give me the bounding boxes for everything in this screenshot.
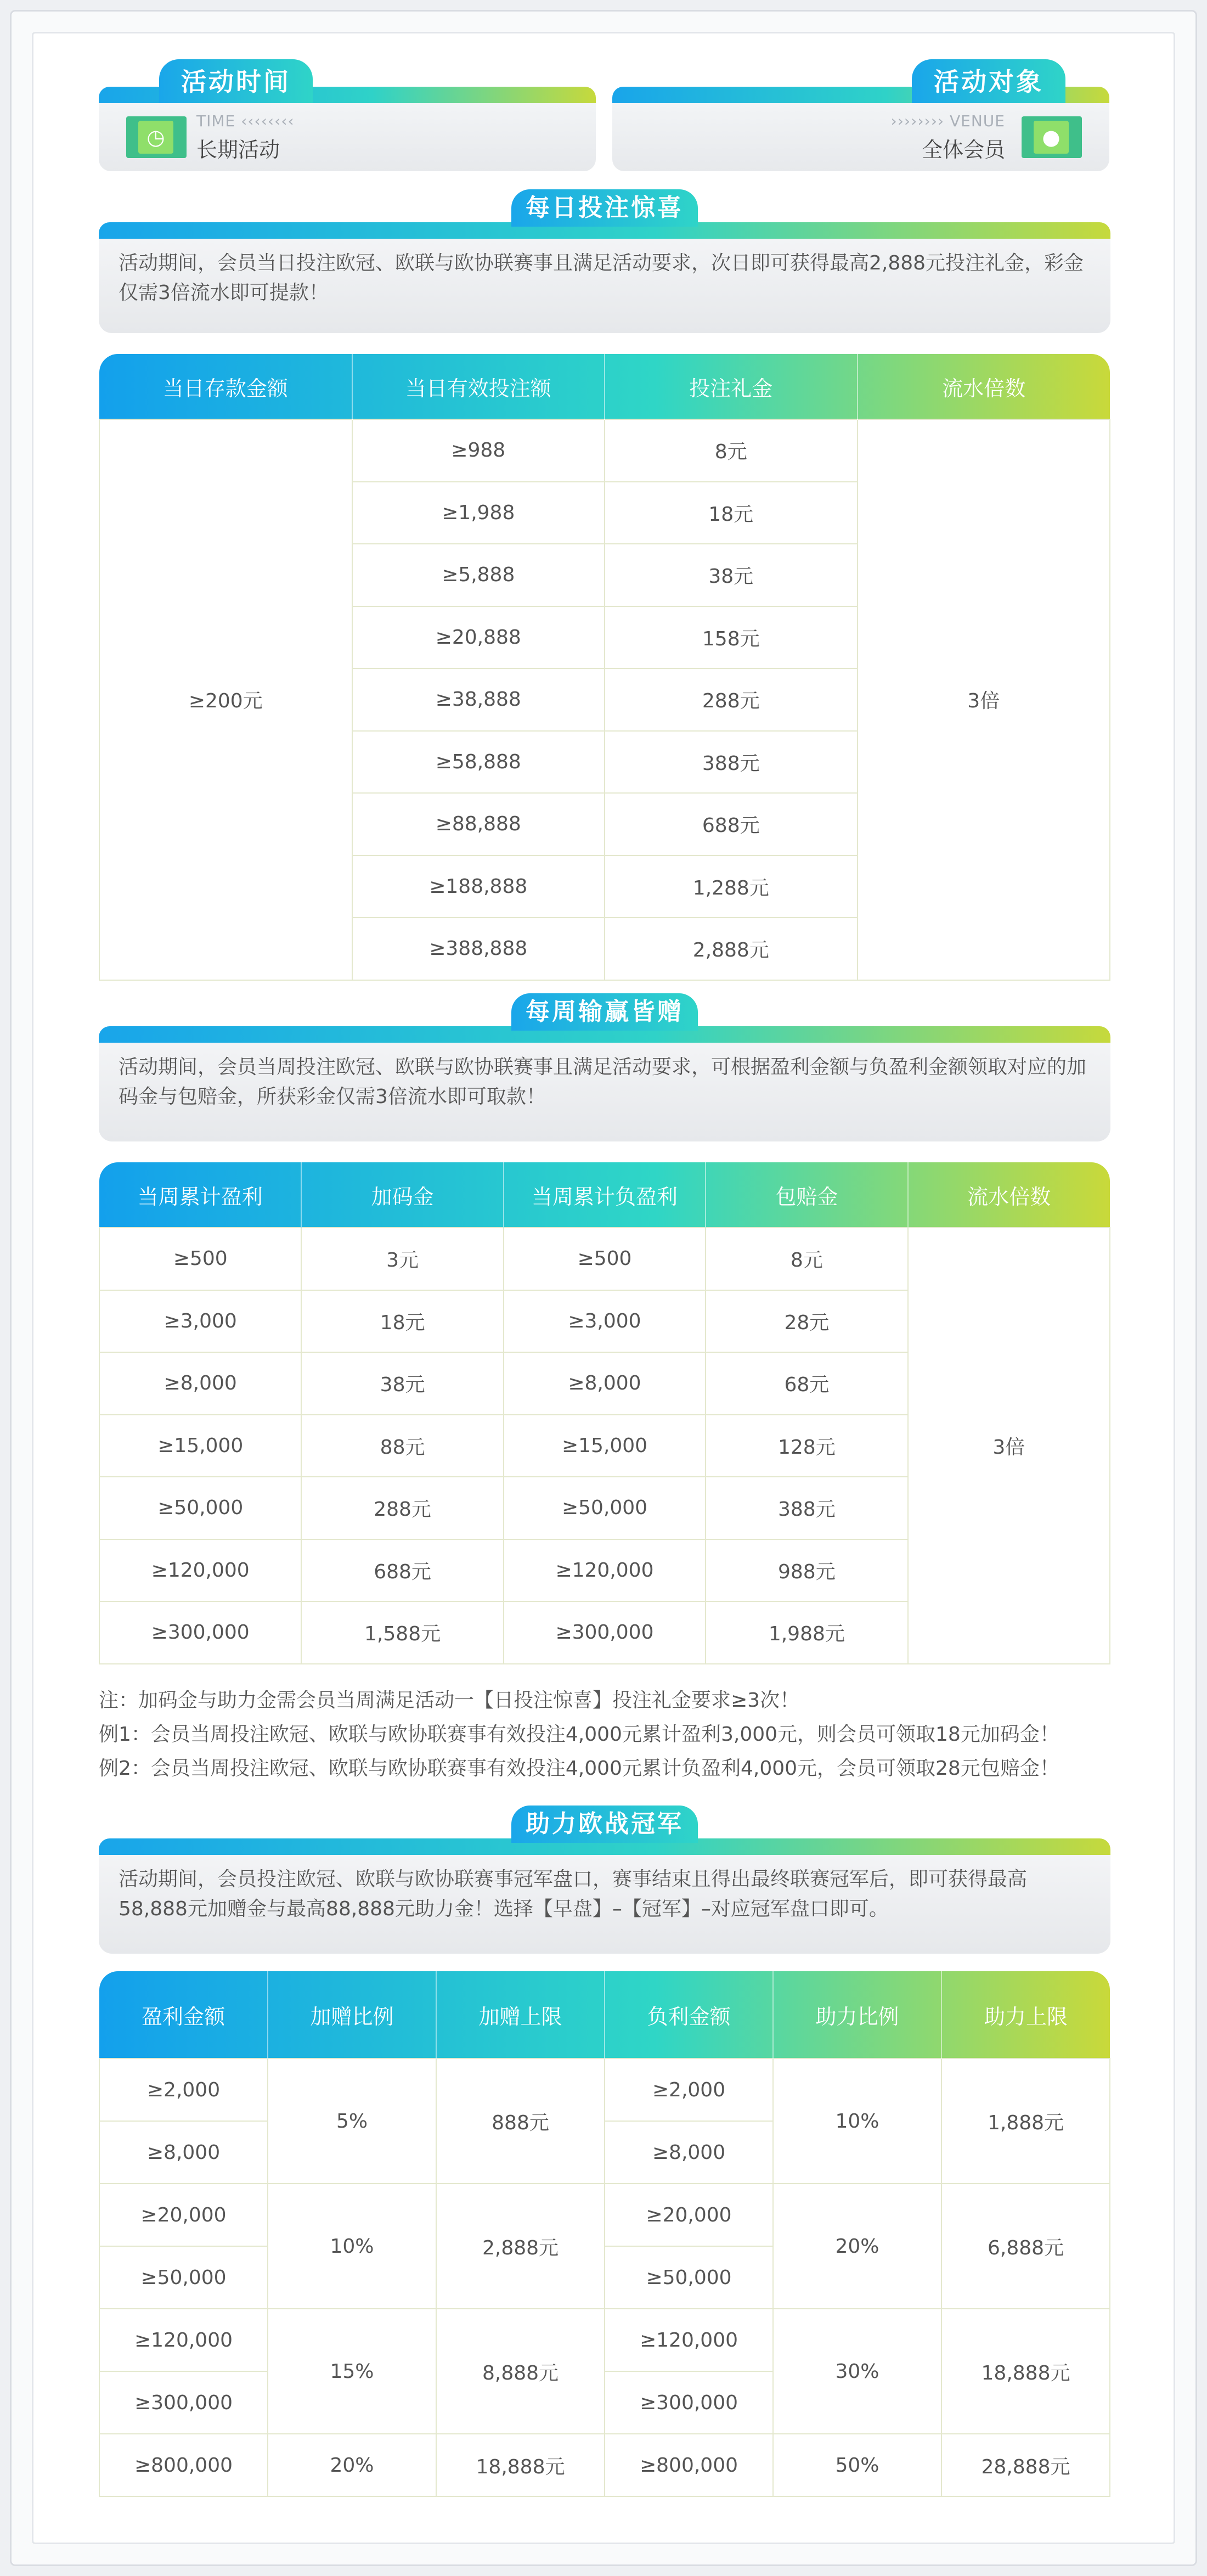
weekly-bonus-cell: 88元 <box>301 1415 503 1477</box>
table-row <box>99 2058 1110 2121</box>
daily-bet-cell: ≥88,888 <box>352 793 605 856</box>
table-row <box>99 2434 1110 2496</box>
weekly-example-2: 例2：会员当周投注欧冠、欧联与欧协联赛事有效投注4,000元累计负盈利4,000元，会员可领取28元包赔金！ <box>99 1757 1059 1780</box>
champ-loss-cell: ≥800,000 <box>605 2434 773 2496</box>
weekly-bonus-cell: 18元 <box>301 1290 503 1353</box>
champ-bonus-ratio-cell: 15% <box>268 2309 436 2434</box>
champ-help-ratio-cell: 30% <box>773 2309 941 2434</box>
table-row <box>99 419 1110 482</box>
champ-win-cell: ≥120,000 <box>99 2309 268 2371</box>
champ-help-ratio-cell: 50% <box>773 2434 941 2496</box>
daily-bet-cell: ≥388,888 <box>352 918 605 980</box>
champ-help-cap-cell: 18,888元 <box>941 2309 1110 2434</box>
weekly-bonus-cell: 3元 <box>301 1228 503 1290</box>
champ-loss-cell: ≥300,000 <box>605 2371 773 2434</box>
weekly-example-1: 例1：会员当周投注欧冠、欧联与欧协联赛事有效投注4,000元累计盈利3,000元，则会员可领取18元加码金！ <box>99 1723 1059 1746</box>
weekly-bonus-cell: 688元 <box>301 1539 503 1602</box>
champ-col-win: 盈利金额 <box>99 1971 268 2058</box>
weekly-compensation-cell: 8元 <box>706 1228 907 1290</box>
champ-bonus-ratio-cell: 10% <box>268 2184 436 2309</box>
weekly-compensation-cell: 28元 <box>706 1290 907 1353</box>
champ-help-cap-cell: 6,888元 <box>941 2184 1110 2309</box>
weekly-compensation-cell: 68元 <box>706 1352 907 1415</box>
weekly-loss-cell: ≥3,000 <box>504 1290 706 1353</box>
champ-bonus-ratio-cell: 20% <box>268 2434 436 2496</box>
champ-loss-cell: ≥20,000 <box>605 2184 773 2246</box>
daily-section-header <box>99 189 1110 239</box>
daily-gift-cell: 2,888元 <box>605 918 858 980</box>
activity-time-title: 活动时间 <box>159 59 313 104</box>
daily-title: 每日投注惊喜 <box>511 189 698 227</box>
daily-col-bet: 当日有效投注额 <box>352 354 605 419</box>
venue-value: 全体会员 <box>921 138 1005 162</box>
clock-icon: ◷ <box>126 116 187 158</box>
weekly-description: 活动期间，会员当周投注欧冠、欧联与欧协联赛事且满足活动要求，可根据盈利金额与负盈利金额领取对应的加码金与包赔金，所获彩金仅需3倍流水即可取款！ <box>99 1043 1110 1141</box>
daily-gift-cell: 8元 <box>605 419 858 482</box>
time-sub-label: TIME ‹‹‹‹‹‹‹‹ <box>196 112 295 130</box>
daily-multiplier-cell: 3倍 <box>858 419 1110 980</box>
champ-col-bonus-ratio: 加赠比例 <box>268 1971 436 2058</box>
weekly-col-multiplier: 流水倍数 <box>967 1184 1051 1209</box>
user-icon: ● <box>1022 116 1082 158</box>
weekly-table <box>99 1162 1110 1664</box>
daily-gift-cell: 18元 <box>605 482 858 544</box>
daily-col-multiplier: 流水倍数 <box>942 376 1026 401</box>
weekly-profit-cell: ≥15,000 <box>99 1415 301 1477</box>
weekly-profit-cell: ≥50,000 <box>99 1477 301 1539</box>
table-row <box>99 1228 1110 1290</box>
table-row <box>99 2184 1110 2246</box>
champ-win-cell: ≥20,000 <box>99 2184 268 2246</box>
champ-bonus-cap-cell: 8,888元 <box>436 2309 605 2434</box>
daily-bet-cell: ≥5,888 <box>352 544 605 606</box>
weekly-profit-cell: ≥500 <box>99 1228 301 1290</box>
champ-loss-cell: ≥50,000 <box>605 2246 773 2309</box>
weekly-loss-cell: ≥500 <box>504 1228 706 1290</box>
champ-help-cap-cell: 1,888元 <box>941 2058 1110 2184</box>
weekly-col-profit: 当周累计盈利 <box>99 1162 301 1228</box>
daily-bet-cell: ≥988 <box>352 419 605 482</box>
weekly-loss-cell: ≥8,000 <box>504 1352 706 1415</box>
champ-bonus-ratio-cell: 5% <box>268 2058 436 2184</box>
weekly-profit-cell: ≥300,000 <box>99 1601 301 1664</box>
weekly-bonus-cell: 288元 <box>301 1477 503 1539</box>
daily-deposit-cell: ≥200元 <box>99 419 352 980</box>
weekly-note: 注：加码金与助力金需会员当周满足活动一【日投注惊喜】投注礼金要求≥3次！ <box>99 1689 800 1712</box>
weekly-compensation-cell: 1,988元 <box>706 1601 907 1664</box>
venue-sub-label: ›››››››› VENUE <box>890 112 1005 130</box>
daily-gift-cell: 158元 <box>605 606 858 669</box>
champ-col-bonus-cap: 加赠上限 <box>436 1971 605 2058</box>
champ-bonus-cap-cell: 2,888元 <box>436 2184 605 2309</box>
champ-bonus-cap-cell: 18,888元 <box>436 2434 605 2496</box>
activity-target-title: 活动对象 <box>912 59 1065 104</box>
weekly-loss-cell: ≥300,000 <box>504 1601 706 1664</box>
weekly-bonus-cell: 1,588元 <box>301 1601 503 1664</box>
weekly-loss-cell: ≥120,000 <box>504 1539 706 1602</box>
weekly-section-header <box>99 993 1110 1043</box>
weekly-profit-cell: ≥120,000 <box>99 1539 301 1602</box>
daily-gift-cell: 38元 <box>605 544 858 606</box>
weekly-title: 每周输赢皆赠 <box>511 993 698 1031</box>
daily-gift-cell: 388元 <box>605 731 858 794</box>
champ-help-ratio-cell: 10% <box>773 2058 941 2184</box>
weekly-compensation-cell: 128元 <box>706 1415 907 1477</box>
daily-col-deposit: 当日存款金额 <box>99 354 352 419</box>
weekly-profit-cell: ≥8,000 <box>99 1352 301 1415</box>
champ-win-cell: ≥50,000 <box>99 2246 268 2309</box>
champ-help-cap-cell: 28,888元 <box>941 2434 1110 2496</box>
weekly-col-compensation: 包赔金 <box>706 1162 907 1228</box>
weekly-col-loss: 当周累计负盈利 <box>504 1162 706 1228</box>
champ-help-ratio-cell: 20% <box>773 2184 941 2309</box>
champ-bonus-cap-cell: 888元 <box>436 2058 605 2184</box>
champion-section-header <box>99 1806 1110 1855</box>
weekly-compensation-cell: 988元 <box>706 1539 907 1602</box>
time-value: 长期活动 <box>196 138 280 162</box>
daily-col-gift: 投注礼金 <box>605 354 858 419</box>
champ-loss-cell: ≥8,000 <box>605 2121 773 2184</box>
weekly-bonus-cell: 38元 <box>301 1352 503 1415</box>
daily-gift-cell: 288元 <box>605 668 858 731</box>
daily-table <box>99 354 1110 981</box>
activity-time-card <box>99 59 596 171</box>
activity-target-card <box>612 59 1109 171</box>
champ-loss-cell: ≥120,000 <box>605 2309 773 2371</box>
weekly-multiplier-cell: 3倍 <box>908 1228 1110 1664</box>
daily-bet-cell: ≥1,988 <box>352 482 605 544</box>
daily-gift-cell: 1,288元 <box>605 856 858 918</box>
champ-win-cell: ≥2,000 <box>99 2058 268 2121</box>
table-row <box>99 2309 1110 2371</box>
daily-bet-cell: ≥38,888 <box>352 668 605 731</box>
champ-col-help-ratio: 助力比例 <box>773 1971 941 2058</box>
champion-title: 助力欧战冠军 <box>511 1806 698 1843</box>
daily-gift-cell: 688元 <box>605 793 858 856</box>
weekly-col-bonus: 加码金 <box>301 1162 503 1228</box>
champion-table <box>99 1971 1110 2497</box>
weekly-loss-cell: ≥50,000 <box>504 1477 706 1539</box>
weekly-profit-cell: ≥3,000 <box>99 1290 301 1353</box>
weekly-loss-cell: ≥15,000 <box>504 1415 706 1477</box>
champ-loss-cell: ≥2,000 <box>605 2058 773 2121</box>
champ-win-cell: ≥300,000 <box>99 2371 268 2434</box>
daily-bet-cell: ≥188,888 <box>352 856 605 918</box>
champ-win-cell: ≥8,000 <box>99 2121 268 2184</box>
daily-bet-cell: ≥20,888 <box>352 606 605 669</box>
champ-win-cell: ≥800,000 <box>99 2434 268 2496</box>
champ-col-help-cap: 助力上限 <box>984 2004 1068 2029</box>
daily-description: 活动期间，会员当日投注欧冠、欧联与欧协联赛事且满足活动要求，次日即可获得最高2,888元投注礼金，彩金仅需3倍流水即可提款！ <box>99 239 1110 333</box>
weekly-compensation-cell: 388元 <box>706 1477 907 1539</box>
daily-bet-cell: ≥58,888 <box>352 731 605 794</box>
champ-col-loss: 负利金额 <box>605 1971 773 2058</box>
champion-description: 活动期间，会员投注欧冠、欧联与欧协联赛事冠军盘口，赛事结束且得出最终联赛冠军后，即可获得最高58,888元加赠金与最高88,888元助力金！选择【早盘】–【冠军】–对应冠军盘口即可。 <box>99 1855 1110 1954</box>
